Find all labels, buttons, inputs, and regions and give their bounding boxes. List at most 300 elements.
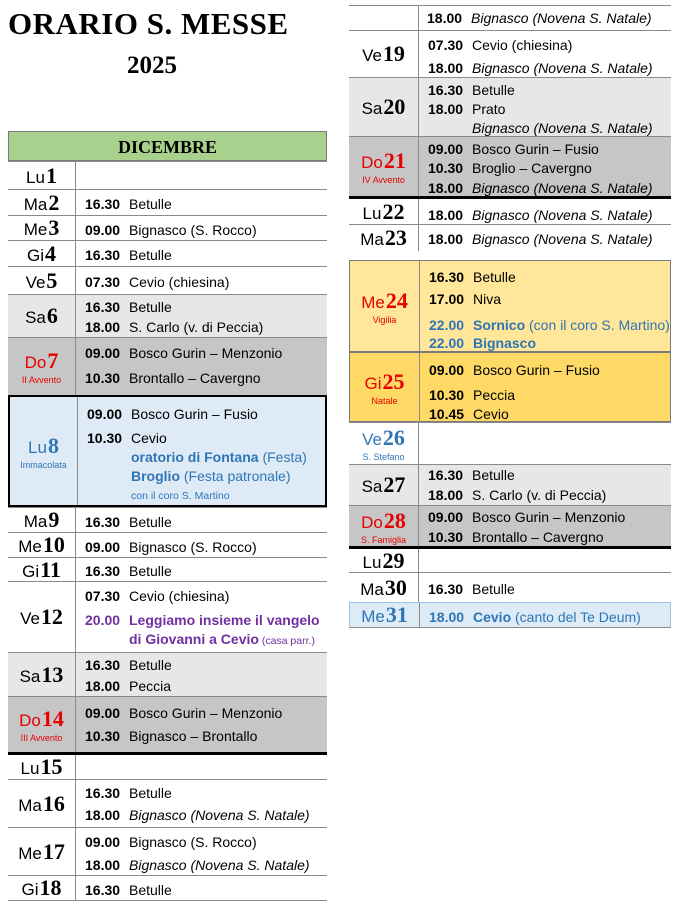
event-desc (129, 657, 172, 673)
event-desc (129, 728, 257, 744)
day-number: 11 (40, 556, 61, 582)
event-time: 18.00 (428, 180, 464, 196)
event-desc (472, 529, 604, 545)
day-number: 30 (384, 574, 407, 600)
day-subtitle: S. Famiglia (360, 534, 406, 545)
day-name: Lu (20, 759, 40, 778)
event-time: 09.00 (85, 345, 121, 361)
day-name: Me (23, 220, 48, 239)
event-desc (129, 807, 310, 823)
day-subtitle: Immacolata (20, 459, 67, 470)
day-row (8, 652, 327, 696)
event-desc (472, 231, 653, 247)
event-location: Bosco Gurin – Fusio (131, 406, 258, 422)
day-number: 3 (48, 215, 60, 240)
event-desc (472, 82, 515, 98)
day-label (25, 303, 58, 329)
day-name: Gi (22, 561, 40, 581)
day-number: 29 (382, 547, 405, 573)
day-cell (8, 508, 76, 532)
event-desc (472, 101, 505, 117)
day-row (349, 505, 671, 546)
day-name: Do (19, 711, 41, 730)
event-location: Betulle (473, 269, 516, 285)
day-number: 6 (46, 303, 58, 328)
event-time: 10.30 (428, 160, 464, 176)
event-location-highlight: oratorio di Fontana (131, 449, 259, 465)
event-location: Bignasco (Novena S. Natale) (129, 857, 310, 873)
day-cell (349, 137, 419, 196)
day-number: 16 (42, 790, 65, 816)
day-label (362, 41, 405, 67)
day-label (25, 348, 59, 374)
day-number: 22 (382, 198, 405, 224)
day-cell (349, 199, 419, 224)
event-note-small: con il coro S. Martino (131, 490, 230, 502)
event-location: Niva (473, 291, 502, 307)
day-label (18, 839, 65, 865)
day-label (26, 268, 58, 294)
event-time: 18.00 (429, 609, 465, 625)
day-row (8, 395, 327, 507)
day-cell (349, 506, 419, 546)
event-desc (472, 60, 653, 76)
event-location: Bosco Gurin – Menzonio (472, 509, 626, 525)
event-location: Bignasco (S. Rocco) (129, 834, 257, 850)
day-cell (350, 261, 420, 351)
day-row (8, 507, 327, 532)
day-cell (8, 755, 76, 779)
day-subtitle: Vigilia (372, 314, 397, 325)
event-location: Bignasco – Brontallo (129, 728, 258, 744)
event-location: Bosco Gurin – Fusio (473, 362, 600, 378)
event-location: Broglio – Cavergno (472, 160, 592, 176)
day-cell (8, 828, 76, 875)
event-note: (con il coro S. Martino) (525, 317, 670, 333)
event-desc (131, 430, 167, 446)
day-label (363, 199, 405, 225)
event-location: Cevio (chiesina) (129, 274, 230, 290)
event-time: 09.00 (85, 539, 121, 555)
event-location: Betulle (472, 581, 515, 597)
event-location: Peccia (473, 387, 516, 403)
event-time: 18.00 (428, 487, 464, 503)
day-cell (10, 397, 78, 505)
event-time: 09.00 (429, 362, 465, 378)
day-label (24, 215, 60, 241)
event-time: 16.30 (85, 196, 121, 212)
day-label (363, 548, 405, 574)
event-time: 09.00 (428, 509, 464, 525)
event-time: 18.00 (85, 319, 121, 335)
day-name: Ma (18, 795, 42, 815)
event-note: (canto del Te Deum) (511, 609, 641, 625)
event-desc (129, 514, 172, 530)
event-location: Bignasco (Novena S. Natale) (129, 807, 310, 823)
day-name: Lu (28, 437, 47, 457)
day-cell (8, 533, 76, 557)
event-desc (129, 299, 172, 315)
event-location: Prato (472, 101, 506, 117)
event-location: Bignasco (Novena S. Natale) (471, 10, 652, 26)
event-location: Cevio (131, 430, 167, 446)
event-location: Betulle (472, 82, 515, 98)
day-name: Lu (362, 203, 382, 223)
day-number: 8 (47, 432, 59, 458)
event-desc (472, 120, 653, 136)
day-cell (8, 162, 76, 189)
event-desc (129, 345, 282, 361)
event-note: (Festa) (258, 449, 307, 465)
day-row (349, 602, 671, 628)
event-note: (Festa patronale) (180, 468, 291, 484)
event-time: 16.30 (428, 467, 464, 483)
day-row (349, 352, 671, 422)
day-label (20, 662, 64, 688)
day-number: 17 (42, 838, 65, 864)
event-time: 16.30 (85, 785, 121, 801)
day-row (8, 532, 327, 557)
event-desc (129, 247, 172, 263)
event-desc (472, 487, 606, 503)
day-number: 7 (47, 348, 59, 373)
event-location: Peccia (129, 678, 172, 694)
event-location-highlight: Bignasco (473, 335, 537, 351)
day-cell (8, 295, 76, 337)
event-desc (473, 362, 600, 378)
day-cell (8, 780, 76, 827)
day-number: 19 (382, 41, 405, 66)
day-cell (8, 216, 76, 240)
day-number: 13 (41, 661, 64, 687)
day-number: 18 (39, 875, 62, 900)
day-cell (349, 225, 419, 251)
event-time: 17.00 (429, 291, 465, 307)
event-location: Betulle (129, 247, 172, 263)
event-time: 10.45 (429, 406, 465, 422)
event-time: 16.30 (85, 882, 121, 898)
event-desc (129, 785, 172, 801)
day-name: Ve (25, 272, 46, 292)
event-desc (472, 467, 515, 483)
day-number: 4 (45, 240, 56, 266)
event-time: 16.30 (428, 581, 464, 597)
day-label (24, 507, 60, 533)
event-location: Bignasco (S. Rocco) (129, 539, 257, 555)
day-name: Gi (21, 880, 39, 899)
day-row (8, 581, 327, 652)
day-row (349, 260, 671, 352)
event-desc (131, 486, 230, 502)
event-location: Bignasco (S. Rocco) (129, 222, 257, 238)
day-cell (349, 573, 419, 602)
day-row (349, 196, 671, 224)
event-time: 10.30 (85, 728, 121, 744)
day-cell (349, 78, 419, 136)
event-location: Bignasco (Novena S. Natale) (472, 120, 653, 136)
day-cell (350, 353, 420, 421)
day-row (349, 546, 671, 572)
event-desc (473, 609, 641, 625)
day-row (8, 266, 327, 294)
day-row (8, 240, 327, 266)
day-label (360, 575, 407, 601)
event-location: Bignasco (Novena S. Natale) (472, 180, 653, 196)
event-time: 10.30 (429, 387, 465, 403)
event-desc (472, 141, 599, 157)
event-time: 10.30 (428, 529, 464, 545)
day-cell (8, 582, 76, 652)
day-label (18, 532, 65, 558)
day-cell (8, 241, 76, 266)
event-location: Bosco Gurin – Fusio (472, 141, 599, 157)
day-name: Do (361, 512, 383, 532)
day-cell (8, 558, 76, 581)
event-time: 18.00 (427, 10, 463, 26)
event-time: 07.30 (85, 588, 121, 604)
day-number: 28 (383, 507, 406, 533)
event-desc (473, 269, 516, 285)
event-time: 09.00 (87, 406, 123, 422)
day-number: 20 (383, 94, 406, 119)
day-row (8, 875, 327, 901)
event-desc (472, 160, 592, 176)
page-title: ORARIO S. MESSE (8, 6, 289, 41)
event-time: 09.00 (85, 222, 121, 238)
event-desc (129, 563, 172, 579)
event-location: Betulle (129, 514, 172, 530)
event-desc (472, 207, 653, 223)
event-desc (473, 291, 501, 307)
event-desc (473, 406, 509, 422)
event-location: S. Carlo (v. di Peccia) (129, 319, 264, 335)
event-location: Bosco Gurin – Menzonio (129, 705, 283, 721)
day-label (365, 369, 405, 395)
day-label (22, 557, 61, 583)
day-cell (8, 190, 76, 215)
event-desc (473, 387, 515, 403)
day-subtitle: IV Avvento (362, 175, 405, 185)
event-location: Leggiamo insieme il vangelo (129, 612, 320, 628)
event-time: 18.00 (85, 678, 121, 694)
day-name: Ve (20, 609, 40, 628)
event-desc (129, 370, 261, 386)
day-label (18, 791, 65, 817)
day-label (361, 288, 408, 314)
day-number: 14 (41, 706, 64, 731)
day-label (27, 241, 56, 267)
event-desc (129, 196, 172, 212)
day-label (19, 706, 64, 732)
day-name: Gi (27, 245, 44, 265)
event-location: Brontallo – Cavergno (472, 529, 604, 545)
event-time: 07.30 (85, 274, 121, 290)
event-time: 18.00 (428, 207, 464, 223)
day-number: 21 (383, 148, 406, 173)
event-desc (131, 449, 307, 465)
day-cell (349, 6, 419, 30)
day-row-continuation (349, 5, 671, 30)
event-time: 16.30 (429, 269, 465, 285)
day-label (360, 225, 407, 251)
day-name: Me (361, 292, 385, 312)
page-year: 2025 (127, 52, 177, 79)
event-location: Betulle (129, 657, 172, 673)
event-time: 22.00 (429, 335, 465, 351)
event-time: 16.30 (85, 514, 121, 530)
day-number: 27 (383, 472, 406, 497)
event-desc (129, 705, 282, 721)
day-cell (8, 267, 76, 294)
day-label (362, 472, 406, 498)
event-time: 10.30 (85, 370, 121, 386)
event-desc (129, 631, 315, 647)
day-name: Lu (362, 552, 382, 572)
event-desc (471, 10, 652, 26)
event-note-small: (casa parr.) (258, 635, 315, 647)
day-row (349, 224, 671, 251)
event-desc (129, 857, 310, 873)
day-label (24, 190, 60, 216)
day-name: Sa (19, 666, 41, 686)
day-label (361, 148, 406, 174)
event-desc (129, 882, 172, 898)
event-desc (129, 678, 171, 694)
day-name: Ma (23, 194, 48, 214)
day-row (8, 779, 327, 827)
day-name: Sa (25, 308, 46, 327)
event-location: Bignasco (Novena S. Natale) (472, 60, 653, 76)
event-desc (472, 180, 653, 196)
day-number: 15 (40, 754, 63, 779)
day-name: Me (18, 843, 42, 863)
day-name: Me (18, 537, 42, 556)
day-name: Ma (360, 579, 384, 599)
event-time: 20.00 (85, 612, 121, 628)
day-name: Sa (361, 477, 383, 496)
event-desc (129, 834, 257, 850)
event-location: Bosco Gurin – Menzonio (129, 345, 283, 361)
day-row (8, 189, 327, 215)
event-time: 18.00 (85, 857, 121, 873)
event-desc (473, 335, 536, 351)
day-row (349, 572, 671, 602)
event-desc (472, 37, 572, 53)
day-name: Ma (360, 230, 384, 249)
day-subtitle: S. Stefano (362, 452, 405, 462)
day-name: Gi (364, 373, 382, 393)
day-row (8, 827, 327, 875)
day-row (8, 161, 327, 189)
day-label (361, 508, 406, 534)
event-desc (129, 588, 229, 604)
day-name: Me (361, 607, 385, 626)
event-time: 09.00 (85, 705, 121, 721)
day-name: Lu (26, 167, 45, 187)
day-subtitle: II Avvento (21, 375, 62, 385)
day-cell (8, 338, 76, 395)
day-number: 23 (384, 225, 407, 250)
day-row (8, 215, 327, 240)
day-cell (349, 31, 419, 77)
event-location: Cevio (chiesina) (129, 588, 230, 604)
day-row (8, 294, 327, 337)
day-label (20, 604, 63, 630)
day-cell (349, 549, 419, 572)
day-number: 9 (48, 507, 60, 532)
event-desc (472, 581, 515, 597)
event-location-highlight: Cevio (473, 609, 512, 625)
day-cell (8, 876, 76, 900)
day-row (8, 752, 327, 779)
event-desc (131, 406, 258, 422)
event-location: Cevio (473, 406, 509, 422)
event-location: Bignasco (Novena S. Natale) (472, 231, 653, 247)
event-time: 18.00 (428, 60, 464, 76)
day-name: Sa (361, 99, 383, 118)
day-name: Do (361, 153, 383, 172)
day-subtitle: III Avvento (20, 733, 63, 743)
day-label (361, 602, 408, 628)
event-location: Cevio (chiesina) (472, 37, 573, 53)
day-number: 2 (48, 189, 60, 215)
day-row (8, 337, 327, 395)
event-time: 16.30 (85, 299, 121, 315)
day-number: 24 (385, 287, 408, 313)
day-name: Ma (23, 512, 48, 531)
event-location: Betulle (129, 785, 172, 801)
event-time: 18.00 (428, 231, 464, 247)
event-time: 16.30 (85, 657, 121, 673)
event-time: 10.30 (87, 430, 123, 446)
event-location-highlight: Broglio (131, 468, 180, 484)
event-location: Betulle (129, 299, 172, 315)
day-label (28, 433, 59, 459)
event-location: Betulle (129, 563, 172, 579)
event-desc (129, 539, 257, 555)
day-cell (349, 465, 419, 505)
day-row (8, 696, 327, 752)
day-number: 26 (382, 425, 405, 450)
event-time: 09.00 (428, 141, 464, 157)
day-cell (8, 653, 76, 696)
event-location: Brontallo – Cavergno (129, 370, 261, 386)
day-row (8, 557, 327, 581)
day-cell (349, 423, 419, 464)
event-time: 07.30 (428, 37, 464, 53)
event-desc (473, 317, 670, 333)
day-row (349, 77, 671, 136)
day-number: 10 (42, 532, 65, 557)
day-cell (350, 603, 420, 627)
event-location: Bignasco (Novena S. Natale) (472, 207, 653, 223)
event-time: 18.00 (428, 101, 464, 117)
day-number: 31 (385, 602, 408, 627)
event-desc (129, 222, 257, 238)
event-time: 16.30 (85, 563, 121, 579)
day-subtitle: Natale (371, 395, 398, 406)
day-row (349, 464, 671, 505)
event-location: S. Carlo (v. di Peccia) (472, 487, 607, 503)
event-desc (472, 509, 625, 525)
day-name: Ve (362, 46, 382, 65)
day-cell (8, 697, 76, 752)
day-label (21, 754, 63, 780)
day-label (362, 94, 406, 120)
day-number: 12 (40, 604, 63, 629)
event-desc (129, 274, 229, 290)
day-number: 1 (45, 162, 57, 188)
